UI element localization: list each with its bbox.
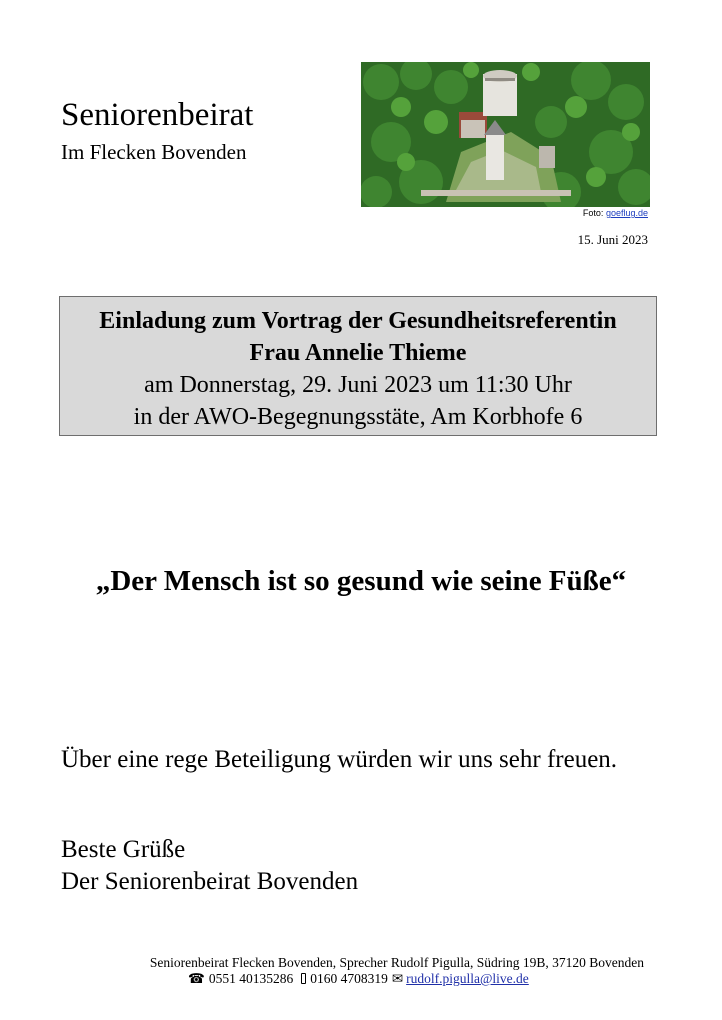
mobile-phone-icon: [301, 973, 306, 984]
photo-credit-link[interactable]: goeflug.de: [605, 208, 648, 218]
org-subtitle: Im Flecken Bovenden: [61, 140, 247, 164]
invitation-heading: Einladung zum Vortrag der Gesundheitsreferentin: [99, 308, 617, 334]
footer-mobile: 0160 4708319: [310, 971, 388, 986]
lecture-quote: „Der Mensch ist so gesund wie seine Füße“: [95, 565, 627, 597]
envelope-icon: ✉: [391, 971, 404, 986]
invitation-speaker: Frau Annelie Thieme: [249, 340, 467, 366]
footer-email-link[interactable]: rudolf.pigulla@live.de: [406, 971, 529, 986]
org-title: Seniorenbeirat: [61, 97, 254, 133]
footer-address: Seniorenbeirat Flecken Bovenden, Sprecher Rudolf Pigulla, Südring 19B, 37120 Bovenden: [149, 955, 644, 970]
closing-sender: Der Seniorenbeirat Bovenden: [61, 868, 359, 895]
invitation-box: [59, 296, 657, 436]
telephone-icon: ☎: [188, 971, 205, 986]
closing-greeting: Beste Grüße: [61, 836, 186, 863]
photo-credit: [583, 208, 648, 219]
participation-note: Über eine rege Beteiligung würden wir uns sehr freuen.: [61, 746, 618, 773]
invitation-location: in der AWO-Begegnungsstäte, Am Korbhofe 6: [133, 404, 583, 430]
footer-phone: 0551 40135286: [208, 971, 294, 986]
footer-contact: [188, 971, 529, 987]
document-date: 15. Juni 2023: [577, 232, 648, 247]
castle-aerial-photo: [361, 62, 650, 207]
photo-credit-label: Foto:: [582, 208, 604, 218]
invitation-datetime: am Donnerstag, 29. Juni 2023 um 11:30 Uhr: [144, 372, 572, 398]
